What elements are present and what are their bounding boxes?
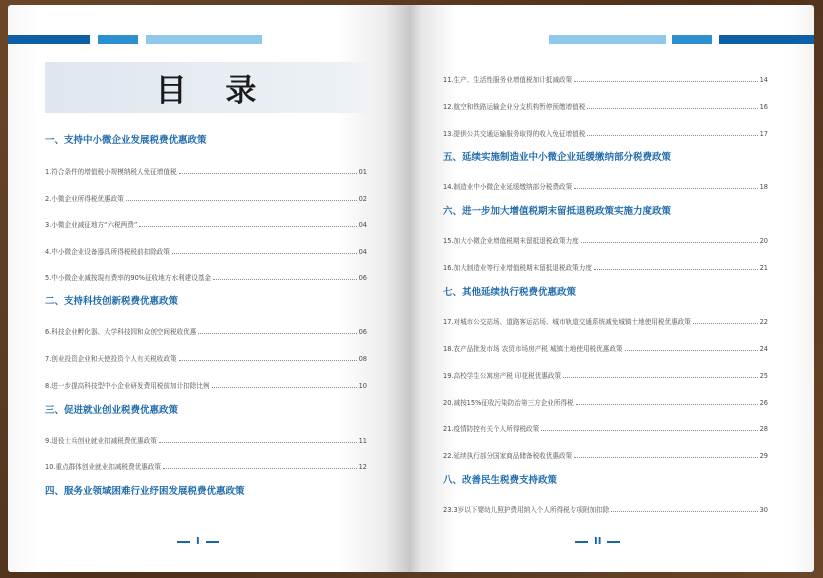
toc-entry[interactable]: 17.对城市公交站场、道路客运站场、城市轨道交通系统减免城镇土地使用税优惠政策 22 <box>443 318 768 326</box>
header-bar-mid <box>98 35 138 44</box>
header-bar-mid <box>672 35 712 44</box>
header-bar-dark <box>8 35 90 44</box>
left-page <box>8 5 409 572</box>
toc-title-box <box>45 62 367 113</box>
page-number: I <box>177 536 219 547</box>
section-title: 四、服务业领域困难行业纾困发展税费优惠政策 <box>45 486 245 497</box>
toc-entry[interactable]: 12.航空和铁路运输企业分支机构暂停预缴增值税 16 <box>443 103 768 111</box>
section-title: 三、促进就业创业税费优惠政策 <box>45 405 179 416</box>
toc-entry[interactable]: 5.中小微企业减按現有费率的90%征收地方水利建设基金 06 <box>45 274 367 282</box>
toc-entry[interactable]: 23.3岁以下婴幼儿照护费用纳入个人所得税专项附加扣除 30 <box>443 506 768 514</box>
toc-entry[interactable]: 11.生产、生活性服务业增值税加计抵减政策 14 <box>443 76 768 84</box>
toc-entry[interactable]: 13.提供公共交通运输服务取得的收入免征增值税 17 <box>443 130 768 138</box>
toc-entry[interactable]: 7.创业投资企业和天使投资个人有关税收政策 08 <box>45 355 367 363</box>
right-page <box>409 5 814 572</box>
toc-entry[interactable]: 1.符合条件的增值税小规模纳税人免征增值税 01 <box>45 168 367 176</box>
toc-entry[interactable]: 19.高校学生公寓房产税 印花税优惠政策 25 <box>443 372 768 380</box>
section-title: 一、支持中小微企业发展税费优惠政策 <box>45 135 207 146</box>
toc-entry[interactable]: 4.中小微企业设备器具所得税税前扣除政策 04 <box>45 248 367 256</box>
toc-entry[interactable]: 6.科技企业孵化器、大学科技园和众创空间税收优惠 06 <box>45 328 367 336</box>
toc-entry[interactable]: 15.加大小微企业增值税期末留抵退税政策力度 20 <box>443 237 768 245</box>
header-bar-light <box>549 35 666 44</box>
section-title: 六、进一步加大增值税期末留抵退税政策实施力度政策 <box>443 206 672 217</box>
toc-entry[interactable]: 9.退役士兵创业就业扣减税费优惠政策 11 <box>45 437 367 445</box>
toc-entry[interactable]: 10.重点群体创业就业扣减税费优惠政策 12 <box>45 463 367 471</box>
toc-entry[interactable]: 2.小微企业所得税优惠政策 02 <box>45 195 367 203</box>
toc-entry[interactable]: 18.农产品批发市场 农贸市场房产税 城镇土地使用税优惠政策 24 <box>443 345 768 353</box>
section-title: 五、延续实施制造业中小微企业延缓缴纳部分税费政策 <box>443 152 672 163</box>
header-bar-light <box>146 35 262 44</box>
toc-entry[interactable]: 14.制造业中小微企业延缓缴纳部分税费政策 18 <box>443 183 768 191</box>
toc-entry[interactable]: 20.减按15%征收污染防治第三方企业所得税 26 <box>443 399 768 407</box>
page-number: II <box>575 536 620 547</box>
section-title: 七、其他延续执行税费优惠政策 <box>443 287 577 298</box>
section-title: 八、改善民生税费支持政策 <box>443 475 558 486</box>
section-title: 二、支持科技创新税费优惠政策 <box>45 296 179 307</box>
toc-entry[interactable]: 21.疫情防控有关个人所得税政策 28 <box>443 425 768 433</box>
toc-entry[interactable]: 8.进一步提高科技型中小企业研发费用税前加计扣除比例 10 <box>45 382 367 390</box>
header-bar-dark <box>719 35 814 44</box>
toc-entry[interactable]: 22.延续执行部分国家商品储备税收优惠政策 29 <box>443 452 768 460</box>
page-title: 目 录 <box>155 73 271 109</box>
toc-entry[interactable]: 3.小微企业减征地方“六税两费” 04 <box>45 221 367 229</box>
toc-entry[interactable]: 16.加大制造业等行业增值税期末留抵退税政策力度 21 <box>443 264 768 272</box>
